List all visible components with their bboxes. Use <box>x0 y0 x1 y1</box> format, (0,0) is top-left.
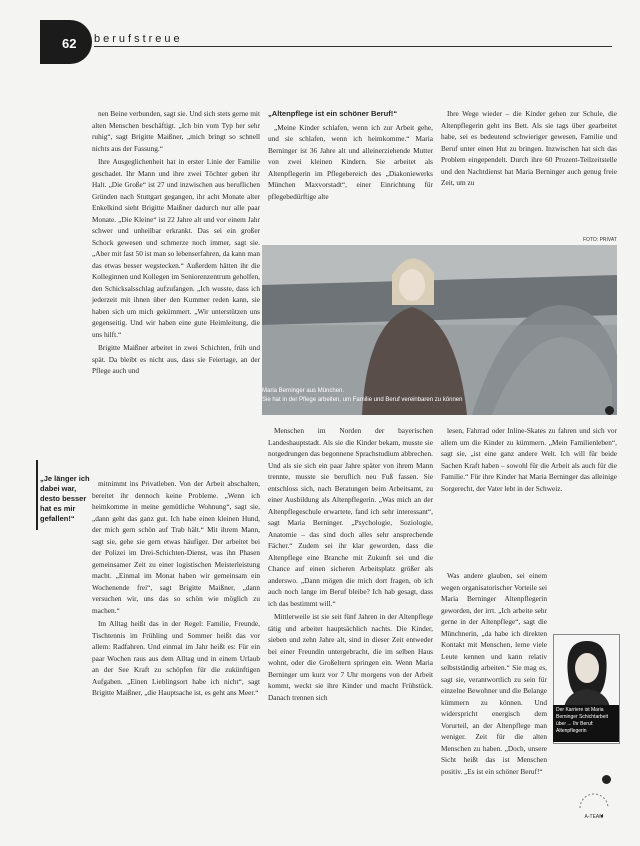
photo-credit: FOTO: PRIVAT <box>583 237 617 243</box>
end-marker <box>602 775 611 784</box>
pull-quote: „Je länger ich dabei war, desto besser hat es mir gefallen!“ <box>40 474 90 523</box>
photo-caption <box>262 387 602 405</box>
column-1b <box>92 478 260 701</box>
col3b-paragraph: lesen, Fahrrad oder Inline-Skates zu fahren und sich vor allem um die Kinder zu kümmern. „Mein Familienleben“, sagt sie, „ist eine ganz andere Welt. Ich will für beide Sachen Kraft haben – sowohl für die Arbeit als auch für die Familie.“ Für ihre Kinder hat Maria Berninger das alleinige Sorgerecht, der Vater lebt in der Schweiz. <box>441 426 617 493</box>
col1b-paragraph: mitnimmt ins Privatleben. Von der Arbeit abschalten, bereitet ihr dennoch keine Probleme. „Wenn ich heimkomme in meine gemütliche Wohnung“, sagt sie, „dann geht das ganz gut. Ich habe einen kleinen Hund, der mich gern schön auf Trab hält.“ Mit ihrem Mann, sagt sie, gehe sie gern etwas häufiger. Der arbeitet bei der Polizei im Drei-Schichten-Dienst, was ihn Phasen gemeinsamer Zeit zu einer logistischen Meisterleistung macht. „Einmal im Monat haben wir gemeinsam ein Wochenende frei“, sagt Brigitte Maißner, „dann versuchen wir, uns das so schön wie möglich zu machen.“ <box>92 479 260 615</box>
col2b-paragraph: Mittlerweile ist sie seit fünf Jahren in der Altenpflege tätig und arbeitet hauptsächlich nachts. Die Kinder, sieben und zehn Jahre alt, sind in dieser Zeit entweder bei einer Freundin untergebracht, die im selben Haus wohnt, oder die Großeltern springen ein. Wenn Maria Berninger um kurz vor 7 Uhr morgens von der Arbeit kommt, weckt sie ihre Kinder und macht Frühstück. Danach trennen sich <box>268 612 433 702</box>
portrait-photo <box>554 635 619 707</box>
col2b-paragraph: Menschen im Norden der bayerischen Landeshauptstadt. Als sie die Kinder bekam, musste sie notgedrungen das begonnene Sprachstudium abbrechen. Und als sie sich ein paar Jahre später von ihrem Mann trennte, musste sie beruflich neu Fuß fassen. Sie entschloss sich, nach Beratungen beim Arbeitsamt, zu einer Ausbildung als Altenpflegerin. „Was mich an der Altenpflegeschule erwartete, fand ich sehr interessant“, sagt Maria Berninger. „Psychologie, Soziologie, Anatomie – das sind doch alles sehr ansprechende Fächer.“ Zudem sei ihr klar geworden, dass die Altenpflege eine Branche mit Zukunft sei und die Chance auf einen sicheren Arbeitsplatz größer als anderswo. „Dann mögen die mich dort fragen, ob ich auch noch lange im Beruf bleibe? Ich hab gesagt, dass ich das bestimmt will.“ <box>268 426 433 608</box>
portrait-caption: Der Karriere ist Maria Berninger Schichtarbeit über ... Ihr Beruf: Altenpflegerin <box>553 705 619 742</box>
sub-heading: „Altenpflege ist ein schöner Beruf!“ <box>268 109 398 118</box>
column-2 <box>268 108 433 204</box>
paragraph-marker <box>605 406 614 415</box>
header-rule <box>94 46 612 47</box>
col3b-paragraph: Was andere glauben, sei einem wegen organisatorischer Vorteile sei Maria Berninger Altenpflegerin geworden, der irrt. „Ich arbeite sehr gerne in der Altenpflege“, sagt die Münchnerin, „da habe ich direkten Kontakt mit Menschen, lerne viele Leute kennen und kann relativ selbstständig arbeiten.“ Sie mag es, sagt sie, verantwortlich zu sein für einzelne Bewohner und die Belange kümmern zu können. Und widerspricht energisch dem Vorurteil, an der Altenpflege man weniger. Zeit für die alten Menschen zu haben. „Doch, unsere Sicht heißt das ist Menschen positiv. „Es ist ein schöner Beruf!“ <box>441 571 547 776</box>
col1-paragraph: Ihre Ausgeglichenheit hat in erster Linie der Familie geschadet. Ihr Mann und ihre zwei Töchter geben ihr Halt. „Die Große“ ist 27 und inzwischen aus beruflichen Gründen nach Stuttgart gegangen, ihr acht Monate alter Enkelkind sieht Brigitte Maißner dadurch nur alle paar Monate. „Die Kleine“ ist 22 Jahre alt und vor einem Jahr schwer und unheilbar erkrankt. Das sei ein großer Schock gewesen und schmerze noch immer, sagt sie. „Aber mit fast 50 ist man so lebenserfahren, da kann man das etwas besser wegstecken.“ Außerdem hätten ihr die Kolleginnen und Kollegen im Seniorenzentrum geholfen, den Schicksalsschlag aufzufangen. „Ich wusste, dass ich jederzeit mit ihnen über den Kummer reden kann, sie haben sich um mich gekümmert. „Wir unterstützen uns gegenseitig. Und wir haben eine gute Heimleitung, die uns hilft.“ <box>92 157 260 339</box>
caption-line: Maria Berninger aus München. <box>262 388 345 394</box>
a-team-logo-mark <box>574 786 614 826</box>
section-title: berufstreue <box>94 33 183 45</box>
col1-paragraph: Brigitte Maißner arbeitet in zwei Schichten, früh und spät. Da bleibt es nicht aus, dass sie Feiertage, an der Pflege auch und <box>92 343 260 375</box>
column-3c <box>441 570 547 779</box>
col3-paragraph: Ihre Wege wieder – die Kinder gehen zur Schule, die Altenpflegerin geht ins Bett. Als sie tags über gearbeitet habe, sei es bedeutend schwieriger gewesen, Familie und Beruf unter einen Hut zu bringen. Inzwischen hat sich das Problem eingependelt. Durch ihre 60 Prozent-Teilzeitstelle und den Nachtdienst hat Maria Berninger auch genug freie Zeit, um zu <box>441 109 617 187</box>
col1b-paragraph: Im Alltag heißt das in der Regel: Familie, Freunde, Tischtennis im Frühling und Sommer heißt das vor allem: Radfahren. Und einmal im Jahr heißt es: Für ein paar Wochen raus aus dem Alltag und in einem Urlaub an der See Kraft zu schöpfen für die zukünftigen Aufgaben. „Einen Lieblingsort habe ich nicht“, sagt Brigitte Maißner, „die Hauptsache ist, es geht ans Meer.“ <box>92 619 260 697</box>
column-1 <box>92 108 260 379</box>
page-number: 62 <box>62 36 77 51</box>
caption-line: Sie hat in der Pflege arbeiten, um Familie und Beruf vereinbaren zu können <box>262 397 463 403</box>
column-2b <box>268 425 433 705</box>
pull-quote-bar <box>36 460 38 530</box>
logo-wordmark: A-TEAM <box>584 814 604 820</box>
col1-paragraph: nen Beine verbunden, sagt sie. Und sich stets gerne mit alten Menschen beschäftigt. „Ich bin vom Typ her sehr ruhig“, sagt Brigitte Maißner, „mich bringt so schnell nichts aus der Fassung.“ <box>92 109 260 153</box>
column-3 <box>441 108 617 191</box>
column-3b <box>441 425 617 496</box>
a-team-logo <box>574 786 614 826</box>
col2-paragraph: „Meine Kinder schlafen, wenn ich zur Arbeit gehe, und sie schlafen, wenn ich heimkomme.“ Maria Berninger ist 36 Jahre alt und alleinerziehende Mutter von zwei kleinen Kindern. Sie arbeitet als Altenpflegerin im Pflegebereich des „Diakoniewerks München Maxvorstadt“, einer Einrichtung für pflegebedürftige alte <box>268 122 433 201</box>
